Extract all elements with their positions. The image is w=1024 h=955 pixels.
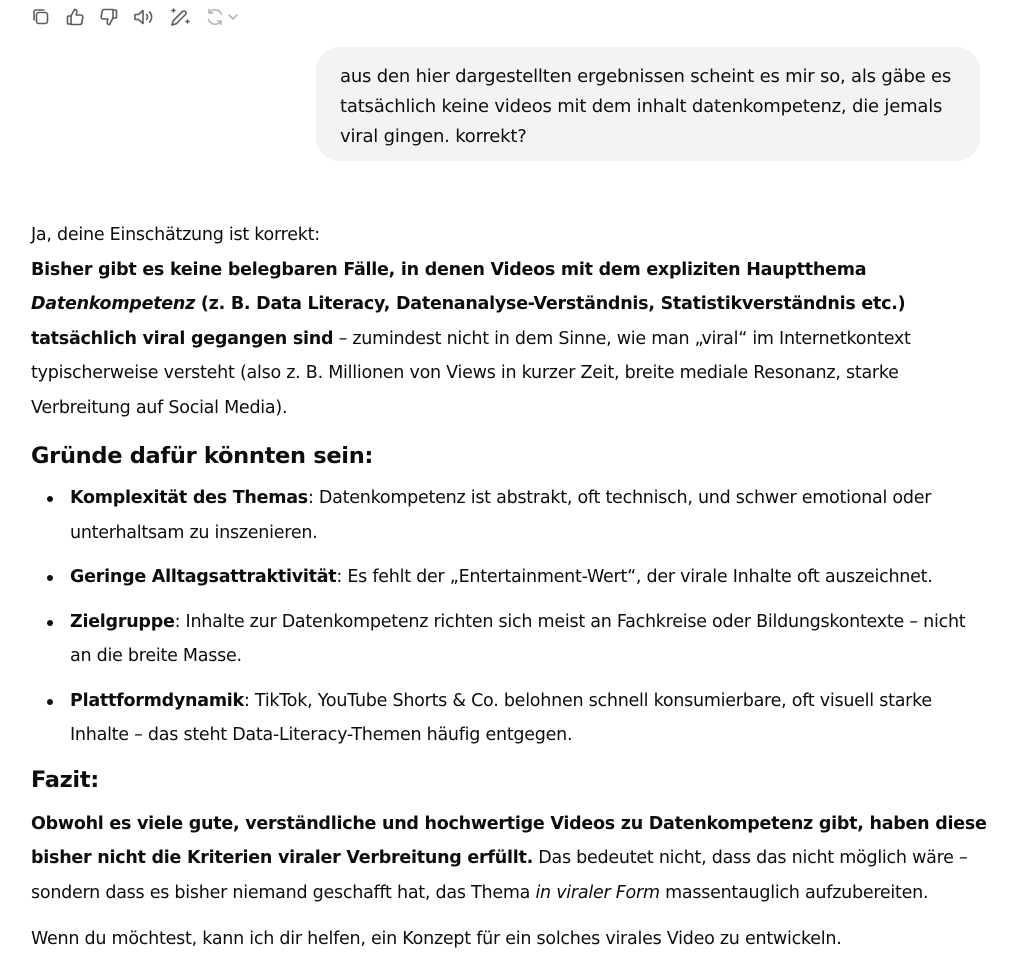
message-actions-toolbar [30, 5, 240, 29]
reason-title: Zielgruppe [70, 611, 175, 632]
chevron-down-icon [226, 6, 240, 28]
fazit-italic: in viraler Form [535, 882, 660, 903]
reasons-list [31, 481, 991, 753]
reason-text: : Datenkompetenz ist abstrakt, oft technisch, und schwer emotional oder unterhaltsam zu inszenieren. [70, 488, 932, 543]
user-message-text: aus den hier dargestellten ergebnissen scheint es mir so, als gäbe es tatsächlich keine videos mit dem inhalt datenkompetenz, die jemals viral gingen. korrekt? [340, 66, 952, 147]
read-aloud-icon [132, 6, 156, 28]
edit-in-canvas-button[interactable] [168, 5, 192, 29]
reply-main-rest: – zumindest nicht in dem Sinne, wie man „viral“ im Internetkontext typischerweise versteht (also z. B. Millionen von Views in kurzer Zeit, breite mediale Resonanz, starke Verbreitung auf Social Media). [31, 328, 911, 418]
reason-title: Geringe Alltagsattraktivität [70, 567, 337, 587]
user-message-bubble [316, 47, 980, 161]
reason-text: : Es fehlt der „Entertainment-Wert“, der virale Inhalte oft auszeichnet. [336, 567, 933, 587]
assistant-reply [31, 218, 991, 955]
reply-main-bold-1: Bisher gibt es keine belegbaren Fälle, in denen Videos mit dem expliziten Hauptthema [31, 259, 867, 280]
reason-title: Komplexität des Themas [70, 488, 308, 508]
list-item [70, 560, 991, 595]
bad-response-button[interactable] [98, 5, 120, 29]
thumbs-down-icon [98, 6, 120, 28]
copy-button[interactable] [30, 5, 52, 29]
closing-paragraph: Wenn du möchtest, kann ich dir helfen, ein Konzept für ein solches virales Video zu entwickeln. [31, 929, 842, 949]
fazit-bold: Obwohl es viele gute, verständliche und hochwertige Videos zu Datenkompetenz gibt, haben diese bisher nicht die Kriterien viraler Verbreitung erfüllt. [31, 813, 987, 868]
read-aloud-button[interactable] [132, 5, 156, 29]
reasons-heading: Gründe dafür könnten sein: [31, 443, 374, 469]
list-item [70, 684, 991, 753]
fazit-text-1: Das bedeutet nicht, dass das nicht möglich wäre – sondern dass es bisher niemand geschafft hat, das Thema [31, 848, 968, 903]
reply-intro: Ja, deine Einschätzung ist korrekt: [31, 225, 320, 245]
reason-text: : Inhalte zur Datenkompetenz richten sich meist an Fachkreise oder Bildungskontexte – nicht an die breite Masse. [70, 611, 966, 666]
good-response-button[interactable] [64, 5, 86, 29]
fazit-heading: Fazit: [31, 766, 99, 793]
reply-main-bold-2: (z. B. Data Literacy, Datenanalyse-Verständnis, Statistikverständnis etc.) tatsächlich viral gegangen sind [31, 294, 906, 349]
fazit-text-2: massentauglich aufzubereiten. [659, 882, 929, 903]
edit-sparkle-icon [168, 6, 192, 28]
reason-text: : TikTok, YouTube Shorts & Co. belohnen schnell konsumierbare, oft visuell starke Inhalte – das steht Data-Literacy-Themen häufig entgegen. [70, 690, 932, 745]
copy-icon [30, 6, 52, 28]
reply-main-paragraph [31, 253, 991, 426]
regenerate-icon [204, 6, 226, 28]
reason-title: Plattformdynamik [70, 690, 244, 711]
regenerate-button[interactable] [204, 5, 240, 29]
fazit-paragraph [31, 807, 991, 911]
list-item [70, 605, 991, 674]
list-item [70, 481, 991, 550]
thumbs-up-icon [64, 6, 86, 28]
reply-main-bold-italic: Datenkompetenz [31, 294, 196, 314]
